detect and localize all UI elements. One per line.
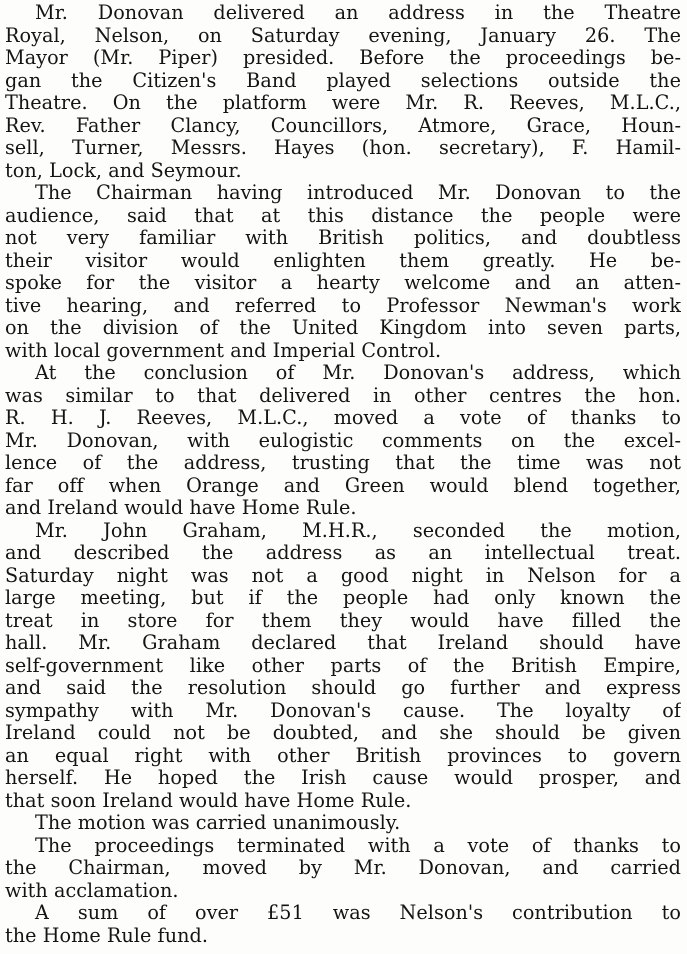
text-line: the Chairman, moved by Mr. Donovan, and carried [5, 857, 681, 879]
text-line: their visitor would enlighten them greatly. He be- [5, 249, 681, 272]
text-line: Rev. Father Clancy, Councillors, Atmore, Grace, Houn- [5, 114, 681, 137]
text-line: herself. He hoped the Irish cause would prosper, and [5, 767, 681, 789]
text-line: Mr. Donovan, with eulogistic comments on the excel- [5, 429, 681, 452]
text-line: Theatre. On the platform were Mr. R. Reeves, M.L.C., [5, 92, 681, 114]
text-line: the Home Rule fund. [5, 924, 208, 947]
text-line: tive hearing, and referred to Professor Newman's work [5, 294, 681, 317]
text-line: The proceedings terminated with a vote of thanks to [35, 834, 681, 857]
article-paragraph [5, 835, 681, 903]
text-line: sympathy with Mr. Donovan's cause. The loyalty of [5, 699, 681, 722]
article-paragraph [5, 520, 681, 813]
text-line: was similar to that delivered in other centres the hon. [5, 384, 681, 407]
article-body [5, 2, 681, 947]
text-line: The motion was carried unanimously. [35, 812, 401, 834]
text-line: spoke for the visitor a hearty welcome and an atten- [5, 272, 681, 294]
text-line: hall. Mr. Graham declared that Ireland should have [5, 632, 681, 654]
text-line: not very familiar with British politics, and doubtless [5, 227, 681, 249]
text-line: Mr. Donovan delivered an address in the Theatre [35, 2, 681, 24]
text-line: an equal right with other British provinces to govern [5, 744, 681, 767]
text-line: far off when Orange and Green would blend together, [5, 474, 681, 497]
text-line: treat in store for them they would have filled the [5, 609, 681, 632]
text-line: Royal, Nelson, on Saturday evening, January 26. The [5, 24, 681, 47]
text-line: and Ireland would have Home Rule. [5, 497, 357, 519]
text-line: sell, Turner, Messrs. Hayes (hon. secretary), F. Hamil- [5, 137, 681, 159]
text-line: R. H. J. Reeves, M.L.C., moved a vote of thanks to [5, 407, 681, 429]
article-paragraph [5, 2, 681, 182]
text-line: Saturday night was not a good night in Nelson for a [5, 564, 681, 587]
text-line: on the division of the United Kingdom into seven parts, [5, 317, 681, 339]
text-line: At the conclusion of Mr. Donovan's address, which [35, 362, 681, 384]
text-line: and described the address as an intellectual treat. [5, 542, 681, 564]
article-paragraph [5, 902, 681, 947]
text-line: lence of the address, trusting that the time was not [5, 452, 681, 474]
text-line: that soon Ireland would have Home Rule. [5, 789, 412, 812]
text-line: with local government and Imperial Control. [5, 339, 442, 362]
text-line: Mr. John Graham, M.H.R., seconded the motion, [35, 519, 681, 542]
text-line: gan the Citizen's Band played selections outside the [5, 69, 681, 92]
text-line: audience, said that at this distance the people were [5, 204, 681, 227]
article-paragraph [5, 182, 681, 362]
text-line: A sum of over £51 was Nelson's contribution to [35, 902, 681, 924]
text-line: Mayor (Mr. Piper) presided. Before the proceedings be- [5, 47, 681, 69]
text-line: self-government like other parts of the British Empire, [5, 654, 681, 677]
text-line: and said the resolution should go further and express [5, 677, 681, 699]
text-line: The Chairman having introduced Mr. Donovan to the [35, 182, 681, 204]
text-line: ton, Lock, and Seymour. [5, 159, 242, 182]
article-paragraph [5, 362, 681, 520]
article-paragraph [5, 812, 681, 835]
text-line: with acclamation. [5, 879, 179, 902]
text-line: Ireland could not be doubted, and she should be given [5, 722, 681, 744]
text-line: large meeting, but if the people had only known the [5, 587, 681, 609]
